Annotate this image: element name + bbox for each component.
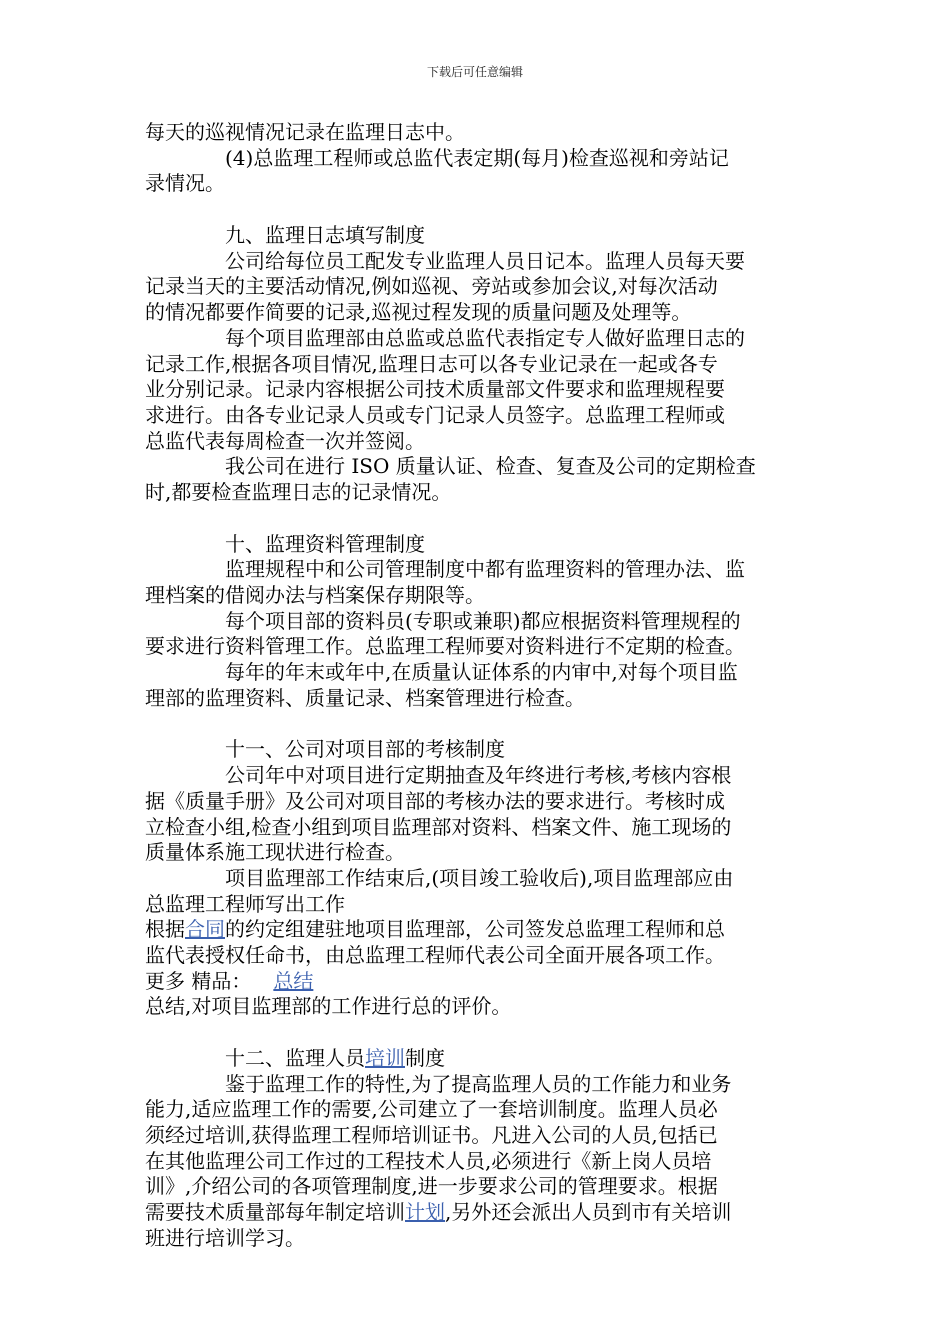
inline-link[interactable]: 计划 (405, 1200, 445, 1225)
text-line: 业分别记录。记录内容根据公司技术质量部文件要求和监理规程要 (145, 377, 725, 402)
text-line: 班进行培训学习。 (145, 1225, 305, 1250)
paragraph-gap (145, 506, 815, 532)
text-line: 须经过培训,获得监理工程师培训证书。凡进入公司的人员,包括已 (145, 1123, 718, 1148)
text-line: 能力,适应监理工作的需要,公司建立了一套培训制度。监理人员必 (145, 1097, 718, 1122)
text-line: 十一、公司对项目部的考核制度 (225, 737, 505, 762)
text-line: 每天的巡视情况记录在监理日志中。 (145, 120, 465, 144)
text-line (145, 1200, 815, 1226)
text-line: 我公司在进行 ISO 质量认证、检查、复查及公司的定期检查 (225, 454, 756, 479)
text-line: 鉴于监理工作的特性,为了提高监理人员的工作能力和业务 (225, 1071, 732, 1096)
text-segment: 更多 精品： (145, 968, 252, 993)
text-line: 监代表授权任命书，由总监理工程师代表公司全面开展各项工作。 (145, 942, 725, 967)
text-line: 公司年中对项目进行定期抽查及年终进行考核,考核内容根 (225, 763, 732, 788)
text-line: 的情况都要作简要的记录,巡视过程发现的质量问题及处理等。 (145, 300, 692, 325)
paragraph-gap (145, 1020, 815, 1046)
text-line: 总监代表每周检查一次并签阅。 (145, 428, 425, 453)
more-link[interactable]: 总结 (273, 968, 314, 993)
text-line: 录情况。 (145, 171, 225, 196)
text-line: 九、监理日志填写制度 (225, 223, 425, 248)
text-line: 每个项目监理部由总监或总监代表指定专人做好监理日志的 (225, 325, 745, 350)
text-segment: 根据 (145, 917, 185, 942)
text-line: 要求进行资料管理工作。总监理工程师要对资料进行不定期的检查。 (145, 634, 745, 659)
text-line: 项目监理部工作结束后,(项目竣工验收后),项目监理部应由 (225, 865, 734, 890)
text-line: (4)总监理工程师或总监代表定期(每月)检查巡视和旁站记 (225, 145, 729, 170)
text-line (145, 917, 815, 943)
text-line (145, 969, 815, 995)
document-body (145, 120, 815, 1252)
text-line: 立检查小组,检查小组到项目监理部对资料、档案文件、施工现场的 (145, 814, 732, 839)
text-line: 理部的监理资料、质量记录、档案管理进行检查。 (145, 685, 585, 710)
text-line: 每个项目部的资料员(专职或兼职)都应根据资料管理规程的 (225, 608, 741, 633)
inline-link[interactable]: 培训 (365, 1046, 405, 1070)
text-line: 每年的年末或年中,在质量认证体系的内审中,对每个项目监 (225, 660, 738, 685)
text-line: 时,都要检查监理日志的记录情况。 (145, 479, 452, 504)
inline-link[interactable]: 合同 (185, 917, 225, 942)
text-line: 公司给每位员工配发专业监理人员日记本。监理人员每天要 (225, 248, 745, 273)
text-segment: 的约定组建驻地项目监理部，公司签发总监理工程师和总 (225, 917, 725, 942)
text-segment: ,另外还会派出人员到市有关培训 (445, 1200, 732, 1225)
text-line: 求进行。由各专业记录人员或专门记录人员签字。总监理工程师或 (145, 402, 725, 427)
page-header: 下载后可任意编辑 (426, 65, 523, 79)
text-segment: 需要技术质量部每年制定培训 (145, 1200, 405, 1225)
text-line: 十、监理资料管理制度 (225, 531, 425, 556)
text-line: 记录当天的主要活动情况,例如巡视、旁站或参加会议,对每次活动 (145, 274, 718, 299)
text-line: 理档案的借阅办法与档案保存期限等。 (145, 583, 485, 607)
text-line: 训》,介绍公司的各项管理制度,进一步要求公司的管理要求。根据 (145, 1174, 718, 1199)
text-line: 记录工作,根据各项目情况,监理日志可以各专业记录在一起或各专 (145, 351, 718, 376)
paragraph-gap (145, 711, 815, 737)
text-line (145, 1046, 815, 1072)
text-line: 质量体系施工现状进行检查。 (145, 840, 405, 865)
text-line: 在其他监理公司工作过的工程技术人员,必须进行《新上岗人员培 (145, 1148, 712, 1173)
text-line: 总监理工程师写出工作 (145, 891, 345, 916)
text-line: 据《质量手册》及公司对项目部的考核办法的要求进行。考核时成 (145, 788, 725, 813)
text-segment: 十二、监理人员 (225, 1046, 365, 1070)
text-line: 监理规程中和公司管理制度中都有监理资料的管理办法、监 (225, 557, 745, 582)
text-segment: 制度 (405, 1046, 445, 1070)
paragraph-gap (145, 197, 815, 223)
text-line: 总结,对项目监理部的工作进行总的评价。 (145, 994, 512, 1019)
